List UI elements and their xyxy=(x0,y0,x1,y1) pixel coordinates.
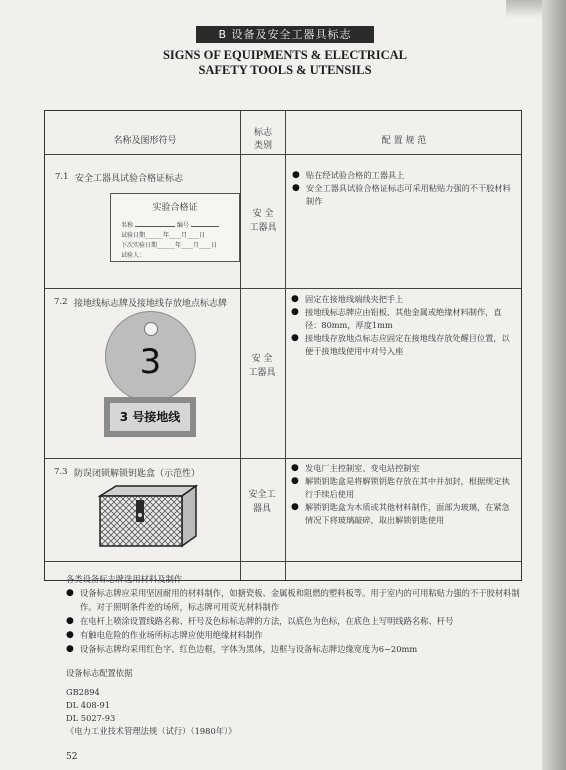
row-category xyxy=(243,207,283,235)
box-side xyxy=(182,486,196,546)
key-box-illustration xyxy=(96,484,200,548)
row-number: 7.1 xyxy=(55,172,69,182)
row-spec-list xyxy=(292,169,517,208)
certificate-title: 实验合格证 xyxy=(152,203,198,213)
category-line: 安 全 xyxy=(251,354,273,364)
basis-item: GB2894 xyxy=(66,687,100,697)
note-item: ● 设备标志牌应采用坚固耐用的材料制作，如搪瓷板、金属板和阻燃的塑料板等。用于室内的可用粘贴力强的不干胶材料制作。对于照明条件差的场所，标志牌可用荧光材料制作 xyxy=(66,586,526,614)
box-hasp xyxy=(136,500,144,522)
spec-item: ● 发电厂主控制室、变电站控制室 xyxy=(291,462,517,475)
english-title-line2: SAFETY TOOLS & UTENSILS xyxy=(198,63,372,77)
row-category xyxy=(242,352,282,380)
spec-item: ● 安全工器具试验合格证标志可采用粘贴力强的不干胶材料制作 xyxy=(292,182,517,208)
row-title: 防误闭锁解锁钥匙盒（示范性） xyxy=(74,469,201,479)
header-category-2: 类别 xyxy=(253,141,272,151)
row-title: 安全工器具试验合格证标志 xyxy=(75,174,184,184)
row-divider-3 xyxy=(45,561,521,562)
notes-section xyxy=(66,572,526,656)
spec-item: ● 贴在经试验合格的工器具上 xyxy=(292,169,517,182)
spec-item: ● 接地线标志牌应由铝板、其他金属或绝缘材料制作，直径：80mm，厚度1mm xyxy=(291,306,517,332)
col-divider-2 xyxy=(285,111,286,580)
row-spec-list xyxy=(291,293,517,358)
category-line: 器具 xyxy=(252,504,271,514)
header-divider xyxy=(45,154,521,155)
tag-hole xyxy=(144,322,158,336)
grounding-tag-disc xyxy=(105,311,196,402)
english-title-line1: SIGNS OF EQUIPMENTS & ELECTRICAL xyxy=(162,48,408,62)
header-name: 名称及图形符号 xyxy=(113,136,177,146)
spec-item: ● 固定在接地线端线夹把手上 xyxy=(291,293,517,306)
row-divider-1 xyxy=(45,288,521,289)
certificate-name-row xyxy=(121,220,219,229)
box-lid-top xyxy=(100,486,196,496)
row-spec-list xyxy=(291,462,517,527)
test-certificate-card xyxy=(110,193,240,262)
certificate-test-date: 试验日期______年____月____日 xyxy=(121,232,206,239)
note-item: ● 在电杆上喷涂设置线路名称、杆号及色标标志牌的方法，以底色为色标，在底色上写明线路名称、杆号 xyxy=(66,614,526,628)
spec-item: ● 解锁钥匙盒为木质或其他材料制作，面部为玻璃，在紧急情况下将玻璃敲碎，取出解锁钥匙使用 xyxy=(291,501,517,527)
basis-item: DL 408-91 xyxy=(66,700,110,710)
tag-number: 3 xyxy=(139,342,162,382)
box-lock-hole xyxy=(138,513,142,517)
certificate-number-label: 编号 xyxy=(176,222,189,229)
basis-item: 《电力工业技术管理法规（试行）（1980年）》 xyxy=(66,726,237,736)
basis-heading: 设备标志配置依据 xyxy=(66,668,133,678)
category-line: 工器具 xyxy=(249,223,277,233)
note-item: ● 设备标志牌均采用红色字、红色边框，字体为黑体，边框与设备标志牌边缘宽度为6~20mm xyxy=(66,642,526,656)
grounding-location-plate xyxy=(104,397,196,437)
row-title: 接地线标志牌及接地线存放地点标志牌 xyxy=(74,299,228,309)
section-badge: B 设备及安全工器具标志 xyxy=(196,26,374,43)
row-divider-2 xyxy=(45,458,521,459)
notes-list xyxy=(66,586,526,656)
note-item: ● 有触电危险的作业场所标志牌应使用绝缘材料制作 xyxy=(66,628,526,642)
row-category xyxy=(242,488,282,516)
certificate-tester: 试验人： xyxy=(121,252,146,259)
col-divider-1 xyxy=(240,111,241,580)
certificate-name-label: 名称 xyxy=(121,222,134,229)
header-category-1: 标志 xyxy=(253,128,272,138)
basis-item: DL 5027-93 xyxy=(66,713,116,723)
header-spec: 配 置 规 范 xyxy=(381,136,427,146)
page-number: 52 xyxy=(66,752,78,762)
spec-item: ● 解锁钥匙盒是将解锁钥匙存放在其中并加封，根据规定执行手续后使用 xyxy=(291,475,517,501)
certificate-next-date: 下次实验日期______年____月____日 xyxy=(121,242,218,249)
category-line: 安全工 xyxy=(248,490,276,500)
category-line: 工器具 xyxy=(248,368,276,378)
plate-label: 3 号接地线 xyxy=(110,403,190,431)
category-line: 安 全 xyxy=(252,209,274,219)
page-edge-shadow xyxy=(542,0,566,770)
notes-heading: 各类设备标志牌选用材料及制作 xyxy=(66,574,183,584)
spec-item: ● 接地线存放地点标志应固定在接地线存放处醒目位置，以便于接地线使用中对号入座 xyxy=(291,332,517,358)
row-number: 7.3 xyxy=(54,467,68,477)
row-number: 7.2 xyxy=(54,297,68,307)
